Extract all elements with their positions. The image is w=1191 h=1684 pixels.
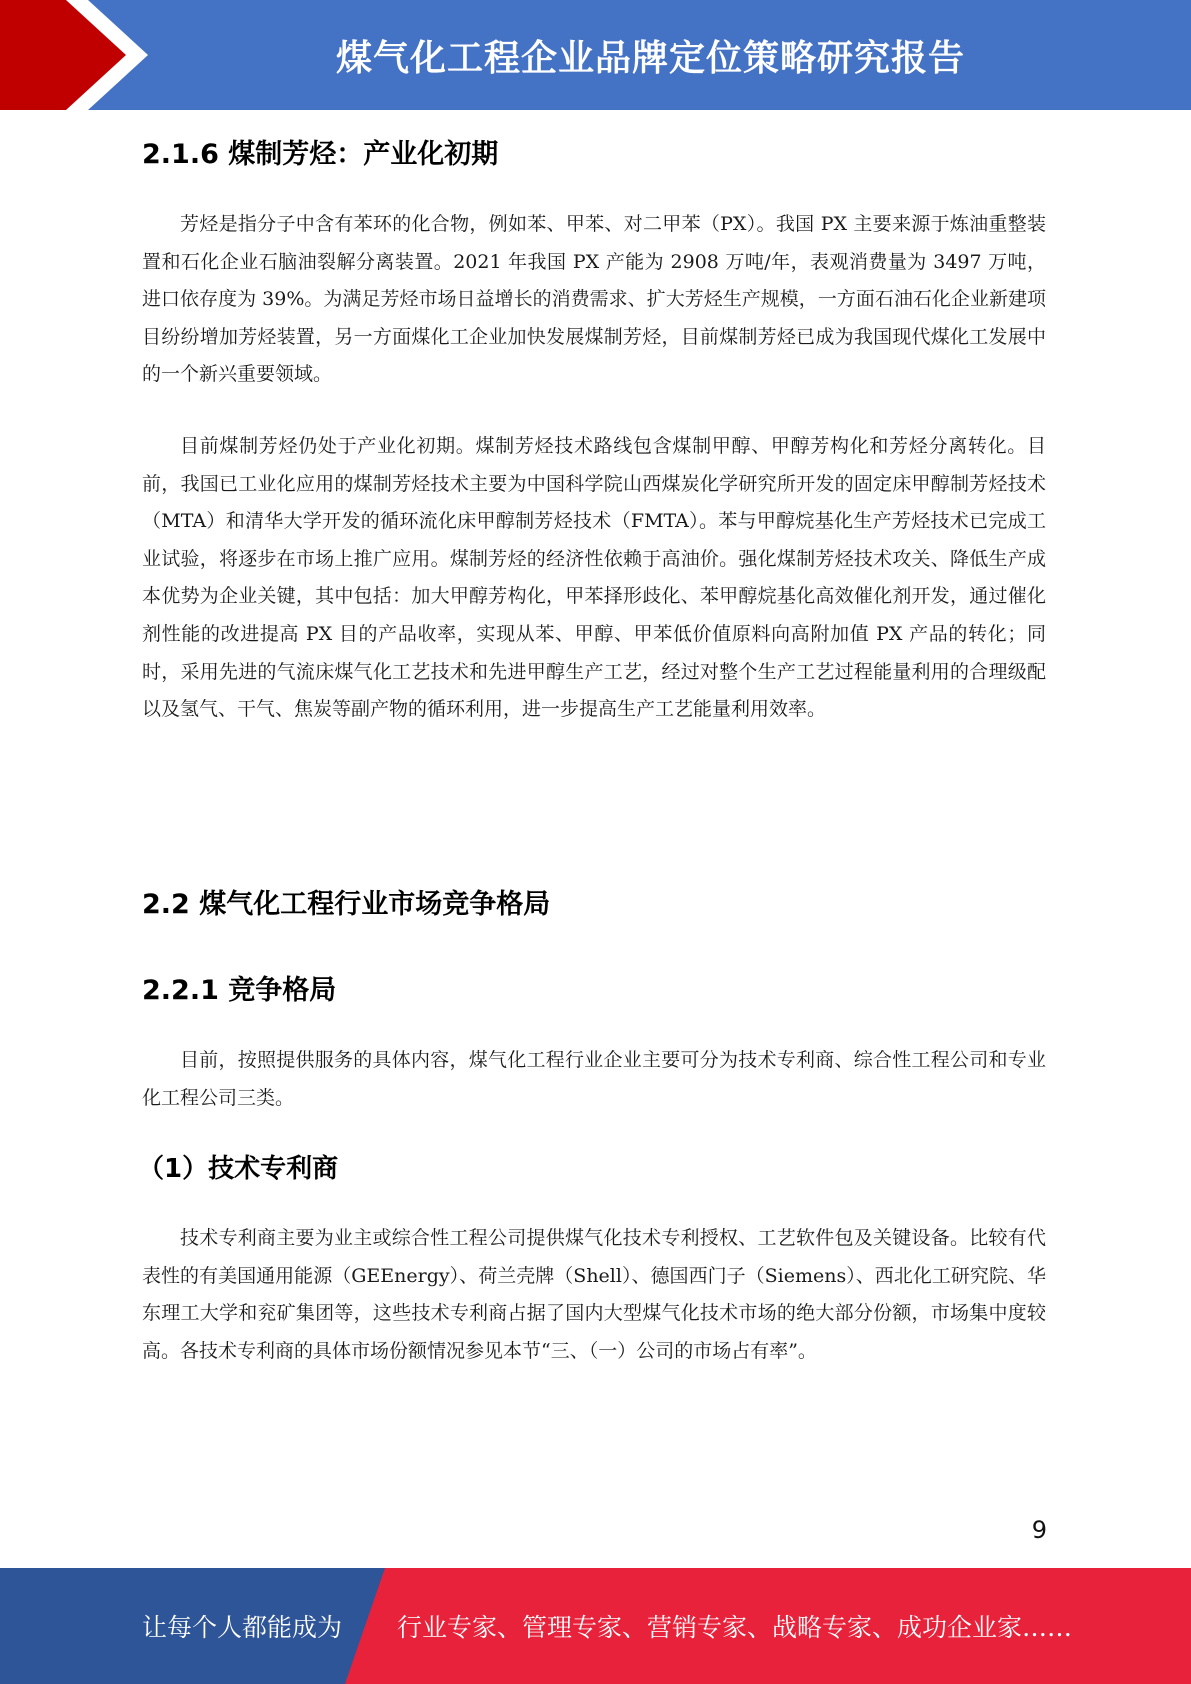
page-header [0, 0, 1191, 110]
paragraph: 目前煤制芳烃仍处于产业化初期。煤制芳烃技术路线包含煤制甲醇、甲醇芳构化和芳烃分离转化。目前，我国已工业化应用的煤制芳烃技术主要为中国科学院山西煤炭化学研究所开发的固定床甲醇制芳烃技术（MTA）和清华大学开发的循环流化床甲醇制芳烃技术（FMTA）。苯与甲醇烷基化生产芳烃技术已完成工业试验，将逐步在市场上推广应用。煤制芳烃的经济性依赖于高油价。强化煤制芳烃技术攻关、降低生产成本优势为企业关键，其中包括：加大甲醇芳构化，甲苯择形歧化、苯甲醇烷基化高效催化剂开发，通过催化剂性能的改进提高 PX 目的产品收率，实现从苯、甲醇、甲苯低价值原料向高附加值 PX 产品的转化；同时，采用先进的气流床煤气化工艺技术和先进甲醇生产工艺，经过对整个生产工艺过程能量利用的合理级配以及氢气、干气、焦炭等副产物的循环利用，进一步提高生产工艺能量利用效率。 [142, 435, 1046, 721]
subsection-heading-patent-holders: （1）技术专利商 [138, 1154, 339, 1184]
paragraph: 技术专利商主要为业主或综合性工程公司提供煤气化技术专利授权、工艺软件包及关键设备。比较有代表性的有美国通用能源（GEEnergy）、荷兰壳牌（Shell）、德国西门子（Siemens）、西北化工研究院、华东理工大学和兖矿集团等，这些技术专利商占据了国内大型煤气化技术市场的绝大部分份额，市场集中度较高。各技术专利商的具体市场份额情况参见本节“三、（一）公司的市场占有率”。 [142, 1227, 1046, 1362]
paragraph: 目前，按照提供服务的具体内容，煤气化工程行业企业主要可分为技术专利商、综合性工程公司和专业化工程公司三类。 [142, 1049, 1046, 1109]
red-chevron-decoration [0, 0, 160, 110]
footer-slogan-right: 行业专家、管理专家、营销专家、战略专家、成功企业家…… [397, 1613, 1073, 1642]
paragraph: 芳烃是指分子中含有苯环的化合物，例如苯、甲苯、对二甲苯（PX）。我国 PX 主要来源于炼油重整装置和石化企业石脑油裂解分离装置。2021 年我国 PX 产能为 2908 万吨/年，表观消费量为 3497 万吨，进口依存度为 39%。为满足芳烃市场日益增长的消费需求、扩大芳烃生产规模，一方面石油石化企业新建项目纷纷增加芳烃装置，另一方面煤化工企业加快发展煤制芳烃，目前煤制芳烃已成为我国现代煤化工发展中的一个新兴重要领域。 [142, 213, 1046, 386]
page-footer [0, 1568, 1191, 1684]
section-heading-2-1-6: 2.1.6 煤制芳烃：产业化初期 [142, 139, 499, 170]
footer-slogan-left: 让每个人都能成为 [142, 1613, 343, 1642]
section-heading-2-2: 2.2 煤气化工程行业市场竞争格局 [142, 889, 551, 920]
section-heading-2-2-1: 2.2.1 竞争格局 [142, 975, 337, 1006]
page-number: 9 [1031, 1516, 1047, 1544]
report-title: 煤气化工程企业品牌定位策略研究报告 [335, 37, 965, 79]
